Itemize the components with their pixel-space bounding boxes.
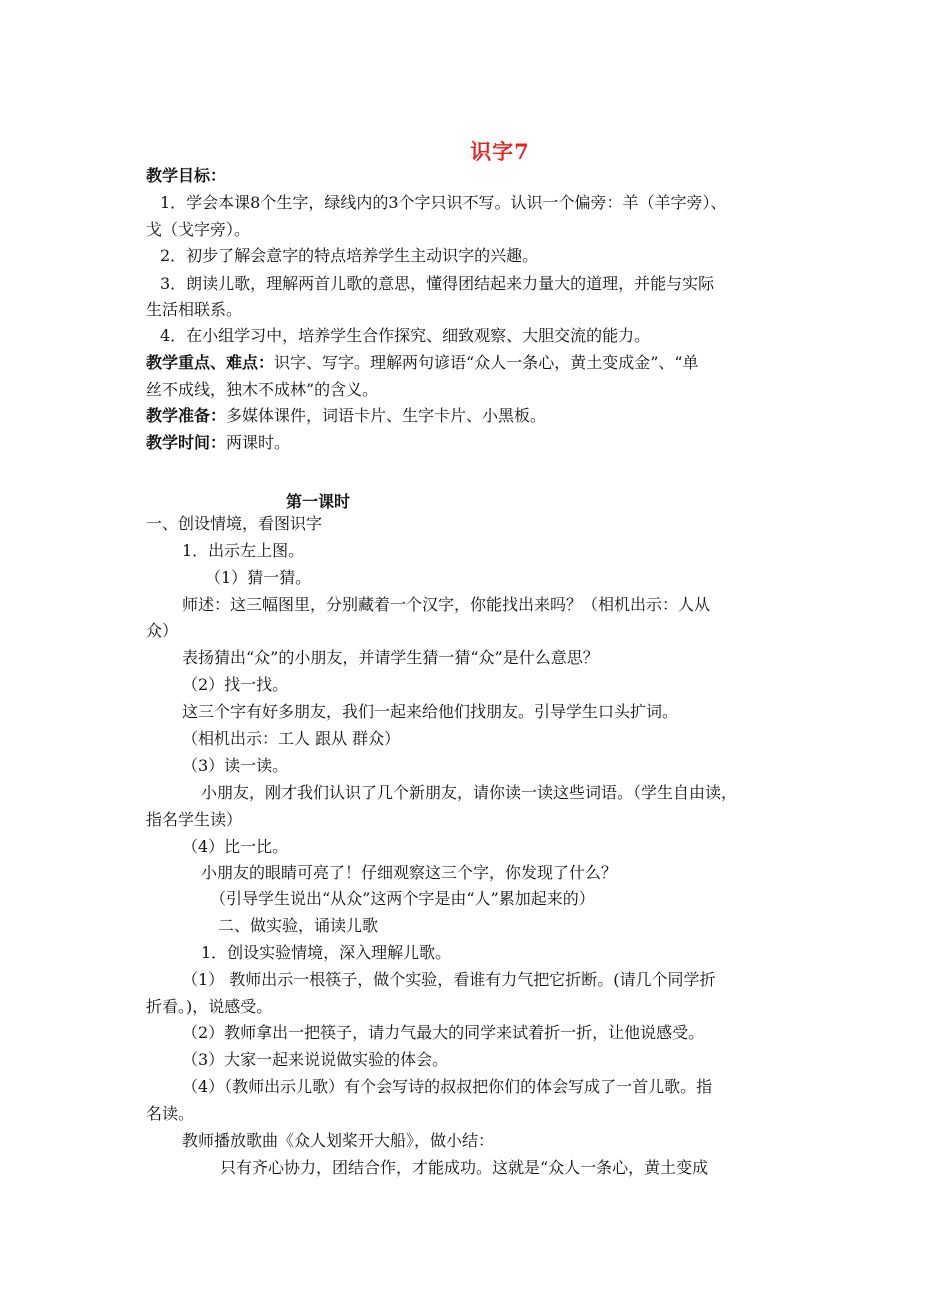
- lesson-1-title: 第一课时: [286, 492, 351, 511]
- lesson-line-20: （3）大家一起来说说做实验的体会。: [182, 1050, 449, 1069]
- lesson-line-24: 只有齐心协力，团结合作，才能成功。这就是“众人一条心，黄土变成: [220, 1158, 709, 1177]
- prep-heading: 教学准备：: [146, 406, 227, 425]
- lesson-line-15: 二、做实验，诵读儿歌: [218, 916, 379, 935]
- objective-4: 4．在小组学习中，培养学生合作探究、细致观察、大胆交流的能力。: [160, 326, 651, 345]
- lesson-line-21: （4）（教师出示儿歌）有个会写诗的叔叔把你们的体会写成了一首儿歌。指: [182, 1077, 713, 1096]
- lesson-line-16: 1．创设实验情境，深入理解儿歌。: [201, 943, 452, 962]
- lesson-line-18: 折看。)，说感受。: [146, 997, 273, 1016]
- objective-2: 2．初步了解会意字的特点培养学生主动识字的兴趣。: [160, 246, 539, 265]
- lesson-line-12: （4）比一比。: [182, 837, 289, 856]
- lesson-line-22: 名读。: [146, 1104, 195, 1123]
- lesson-line-14: （引导学生说出“从众”这两个字是由“人”累加起来的）: [210, 889, 595, 908]
- lesson-line-9: （3）读一读。: [182, 756, 289, 775]
- prep-line: [146, 406, 546, 426]
- lesson-line-19: （2）教师拿出一把筷子，请力气最大的同学来试着折一折，让他说感受。: [182, 1023, 705, 1042]
- objective-3-line-1: 3．朗读儿歌，理解两首儿歌的意思，懂得团结起来力量大的道理，并能与实际: [160, 274, 715, 293]
- objectives-heading: 教学目标：: [146, 166, 227, 185]
- lesson-line-13: 小朋友的眼睛可亮了！仔细观察这三个字，你发现了什么？: [201, 863, 618, 882]
- key-points-text-1: 识字、写字。理解两句谚语“众人一条心，黄土变成金”、“单: [274, 353, 699, 372]
- lesson-line-3: 师述：这三幅图里，分别藏着一个汉字，你能找出来吗？（相机出示：人从: [182, 595, 711, 614]
- objective-1-line-2: 戈（戈字旁）。: [146, 220, 251, 239]
- key-points-heading: 教学重点、难点：: [146, 353, 275, 372]
- prep-text: 多媒体课件，词语卡片、生字卡片、小黑板。: [226, 406, 547, 425]
- time-text: 两课时。: [226, 433, 291, 452]
- key-points-line-1: [146, 353, 699, 373]
- key-points-line-2: 丝不成线，独木不成林”的含义。: [146, 380, 379, 399]
- lesson-line-0: 一、创设情境，看图识字: [146, 514, 323, 533]
- lesson-line-2: （1）猜一猜。: [205, 568, 312, 587]
- time-line: [146, 433, 290, 453]
- lesson-line-7: 这三个字有好多朋友，我们一起来给他们找朋友。引导学生口头扩词。: [182, 702, 679, 721]
- lesson-line-1: 1．出示左上图。: [182, 541, 305, 560]
- document-title: 识字7: [470, 139, 530, 164]
- lesson-line-23: 教师播放歌曲《众人划桨开大船》，做小结：: [182, 1131, 495, 1150]
- lesson-line-5: 表扬猜出“众”的小朋友，并请学生猜一猜“众”是什么意思？: [182, 648, 599, 667]
- time-heading: 教学时间：: [146, 433, 227, 452]
- objective-1-line-1: 1．学会本课8个生字，绿线内的3个字只识不写。认识一个偏旁：羊（羊字旁）、: [160, 193, 727, 212]
- lesson-line-11: 指名学生读）: [146, 810, 243, 829]
- lesson-line-8: （相机出示：工人 跟从 群众）: [182, 729, 401, 748]
- lesson-line-10: 小朋友，刚才我们认识了几个新朋友，请你读一读这些词语。（学生自由读，: [201, 783, 738, 802]
- objective-3-line-2: 生活相联系。: [146, 300, 243, 319]
- lesson-line-6: （2）找一找。: [182, 675, 289, 694]
- lesson-line-17: （1） 教师出示一根筷子，做个实验，看谁有力气把它折断。(请几个同学折: [182, 970, 716, 989]
- lesson-line-4: 众）: [146, 621, 179, 640]
